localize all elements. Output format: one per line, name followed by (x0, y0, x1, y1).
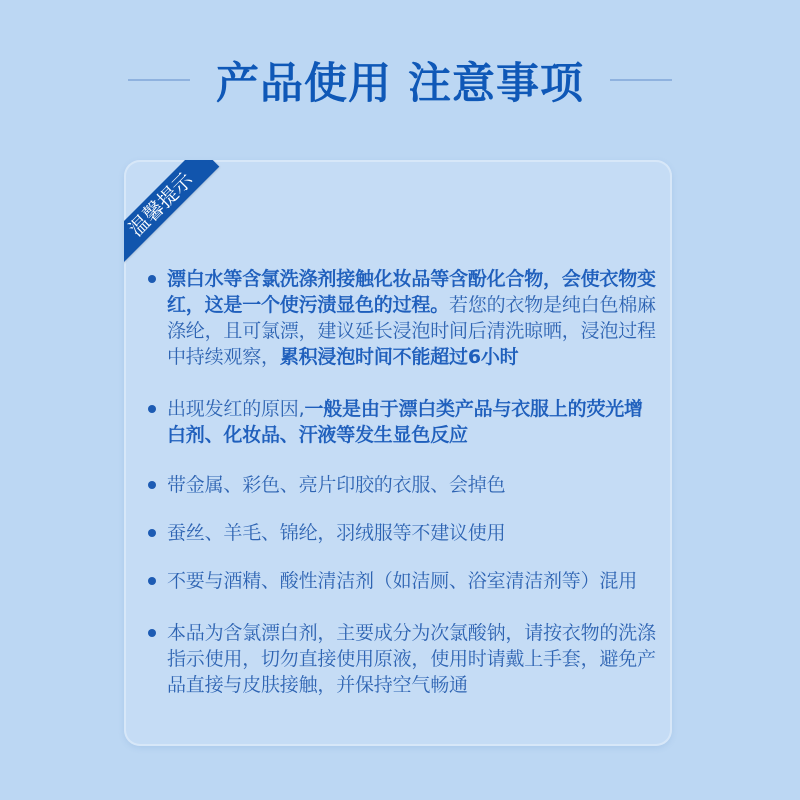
note-text: 带金属、彩色、亮片印胶的衣服、会掉色 (167, 474, 506, 496)
note-item (148, 472, 660, 498)
note-text-segment: 出现发红的原因, (167, 398, 305, 420)
title-divider-right (610, 79, 672, 81)
note-text-emphasis: 漂白水等含氯洗涤剂接触化妆品等含酚化合物，会使衣物变红，这是一个使污渍显色的过程。 (167, 268, 656, 316)
note-text: 不要与酒精、酸性清洁剂（如洁厕、浴室清洁剂等）混用 (167, 570, 638, 592)
note-item (148, 568, 660, 594)
bullet-dot-icon (148, 405, 156, 413)
note-item (148, 266, 660, 370)
note-text (167, 396, 657, 448)
notes-list (124, 160, 672, 746)
note-text (167, 266, 657, 370)
note-text-emphasis: 一般是由于漂白类产品与衣服上的荧光增白剂、化妆品、汗液等发生显色反应 (167, 398, 643, 446)
bullet-dot-icon (148, 629, 156, 637)
note-text-segment: 若您的衣物是纯白色棉麻涤纶，且可氯漂，建议延长浸泡时间后清洗晾晒，浸泡过程中持续观察， (167, 294, 656, 368)
page-title: 产品使用 注意事项 (216, 59, 584, 109)
bullet-dot-icon (148, 529, 156, 537)
note-item (148, 620, 660, 698)
tips-ribbon: 温馨提示 (124, 160, 219, 263)
note-text-emphasis: 累积浸泡时间不能超过6小时 (279, 346, 519, 368)
page-header (0, 48, 800, 108)
note-text: 蚕丝、羊毛、锦纶，羽绒服等不建议使用 (167, 522, 506, 544)
note-item (148, 520, 660, 546)
tips-card (124, 160, 672, 746)
note-item (148, 396, 660, 448)
bullet-dot-icon (148, 577, 156, 585)
bullet-dot-icon (148, 481, 156, 489)
bullet-dot-icon (148, 275, 156, 283)
note-text: 本品为含氯漂白剂，主要成分为次氯酸钠，请按衣物的洗涤指示使用，切勿直接使用原液，使用时请戴上手套，避免产品直接与皮肤接触，并保持空气畅通 (167, 622, 656, 696)
title-divider-left (128, 79, 190, 81)
